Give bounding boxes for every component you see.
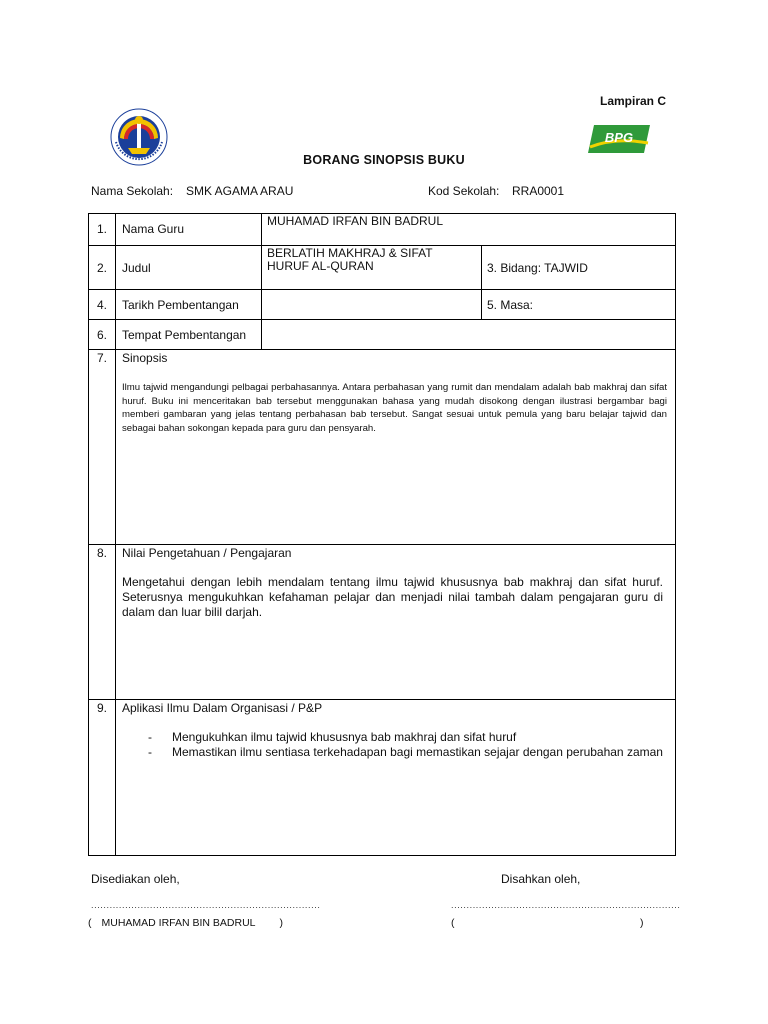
presentation-date-label: Tarikh Pembentangan [116,290,262,320]
form-title [0,153,768,167]
form-row-sinopsis [89,350,676,545]
approved-signature-line: .......................................................................... [451,900,681,910]
book-title-value [262,246,482,290]
presentation-venue-value[interactable] [262,320,676,350]
form-row-aplikasi [89,700,676,856]
school-name-label: Nama Sekolah: [91,184,174,198]
teacher-name-value: MUHAMAD IRFAN BIN BADRUL [262,214,676,246]
paren-open: ( [88,917,92,929]
aplikasi-cell [116,700,676,856]
nilai-text: Mengetahui dengan lebih mendalam tentang ilmu tajwid khususnya bab makhraj dan sifat huruf. Seterusnya mengukuhkan kefahaman pelajar dan menjadi nilai tambah dalam pengajaran guru di dalam dan luar bilil darjah. [122,575,663,619]
presentation-date-value[interactable] [262,290,482,320]
list-item-text: Mengukuhkan ilmu tajwid khususnya bab makhraj dan sifat huruf [172,730,517,744]
form-title-text: BORANG SINOPSIS BUKU [303,153,465,167]
nilai-label: Nilai Pengetahuan / Pengajaran [122,546,292,560]
book-title-line-1: BERLATIH MAKHRAJ & SIFAT [267,246,433,260]
approved-by-label: Disahkan oleh, [501,872,581,886]
sinopsis-label: Sinopsis [122,351,168,365]
row-number: 1. [89,214,116,246]
bpg-logo-text: BPG [604,130,634,145]
appendix-label: Lampiran C [600,94,667,108]
row-number: 4. [89,290,116,320]
approved-paren-open: ( [451,917,455,929]
field-masa: 5. Masa: [482,290,676,320]
list-item [148,745,663,760]
bullet-dash: - [148,730,152,744]
school-name-value: SMK AGAMA ARAU [186,184,294,198]
field-bidang: 3. Bidang: TAJWID [482,246,676,290]
book-title-label: Judul [116,246,262,290]
list-item [148,730,663,745]
sinopsis-cell [116,350,676,545]
aplikasi-list [148,730,663,760]
presentation-venue-label: Tempat Pembentangan [116,320,262,350]
prepared-signature-line: .......................................................................... [91,900,321,910]
paren-close: ) [279,917,284,929]
form-row-date [89,290,676,320]
prepared-name-text: MUHAMAD IRFAN BIN BADRUL [101,917,256,929]
nilai-cell [116,545,676,700]
bullet-dash: - [148,745,152,759]
teacher-name-label: Nama Guru [116,214,262,246]
prepared-name [88,917,283,929]
sinopsis-text: Ilmu tajwid mengandungi pelbagai perbahasannya. Antara perbahasan yang rumit dan mendalam adalah bab makhraj dan sifat huruf. Buku ini menceritakan bab tersebut menggunakan bahasa yang mudah disokong dengan ilustrasi bergambar bagi memberi gambaran yang jelas tentang perbahasan bab tersebut. Sangat sesuai untuk pemula yang baru belajar tajwid dan sebagai bahan sokongan kepada para guru dan pensyarah. [122,382,667,434]
row-number: 9. [89,700,116,856]
approved-paren-close: ) [640,917,644,929]
school-code-value: RRA0001 [512,184,565,198]
bpg-logo [586,121,652,157]
row-number: 6. [89,320,116,350]
school-code-label: Kod Sekolah: [428,184,500,198]
book-title-line-2: HURUF AL-QURAN [267,259,374,273]
form-row-teacher [89,214,676,246]
bpg-logo-icon [586,121,652,157]
list-item-text: Memastikan ilmu sentiasa terkehadapan bagi memastikan sejajar dengan perubahan zaman [172,745,663,759]
prepared-by-label: Disediakan oleh, [91,872,180,886]
form-row-nilai [89,545,676,700]
form-row-title [89,246,676,290]
form-row-venue [89,320,676,350]
row-number: 2. [89,246,116,290]
row-number: 8. [89,545,116,700]
aplikasi-label: Aplikasi Ilmu Dalam Organisasi / P&P [122,701,323,715]
synopsis-form-table [88,213,676,856]
row-number: 7. [89,350,116,545]
